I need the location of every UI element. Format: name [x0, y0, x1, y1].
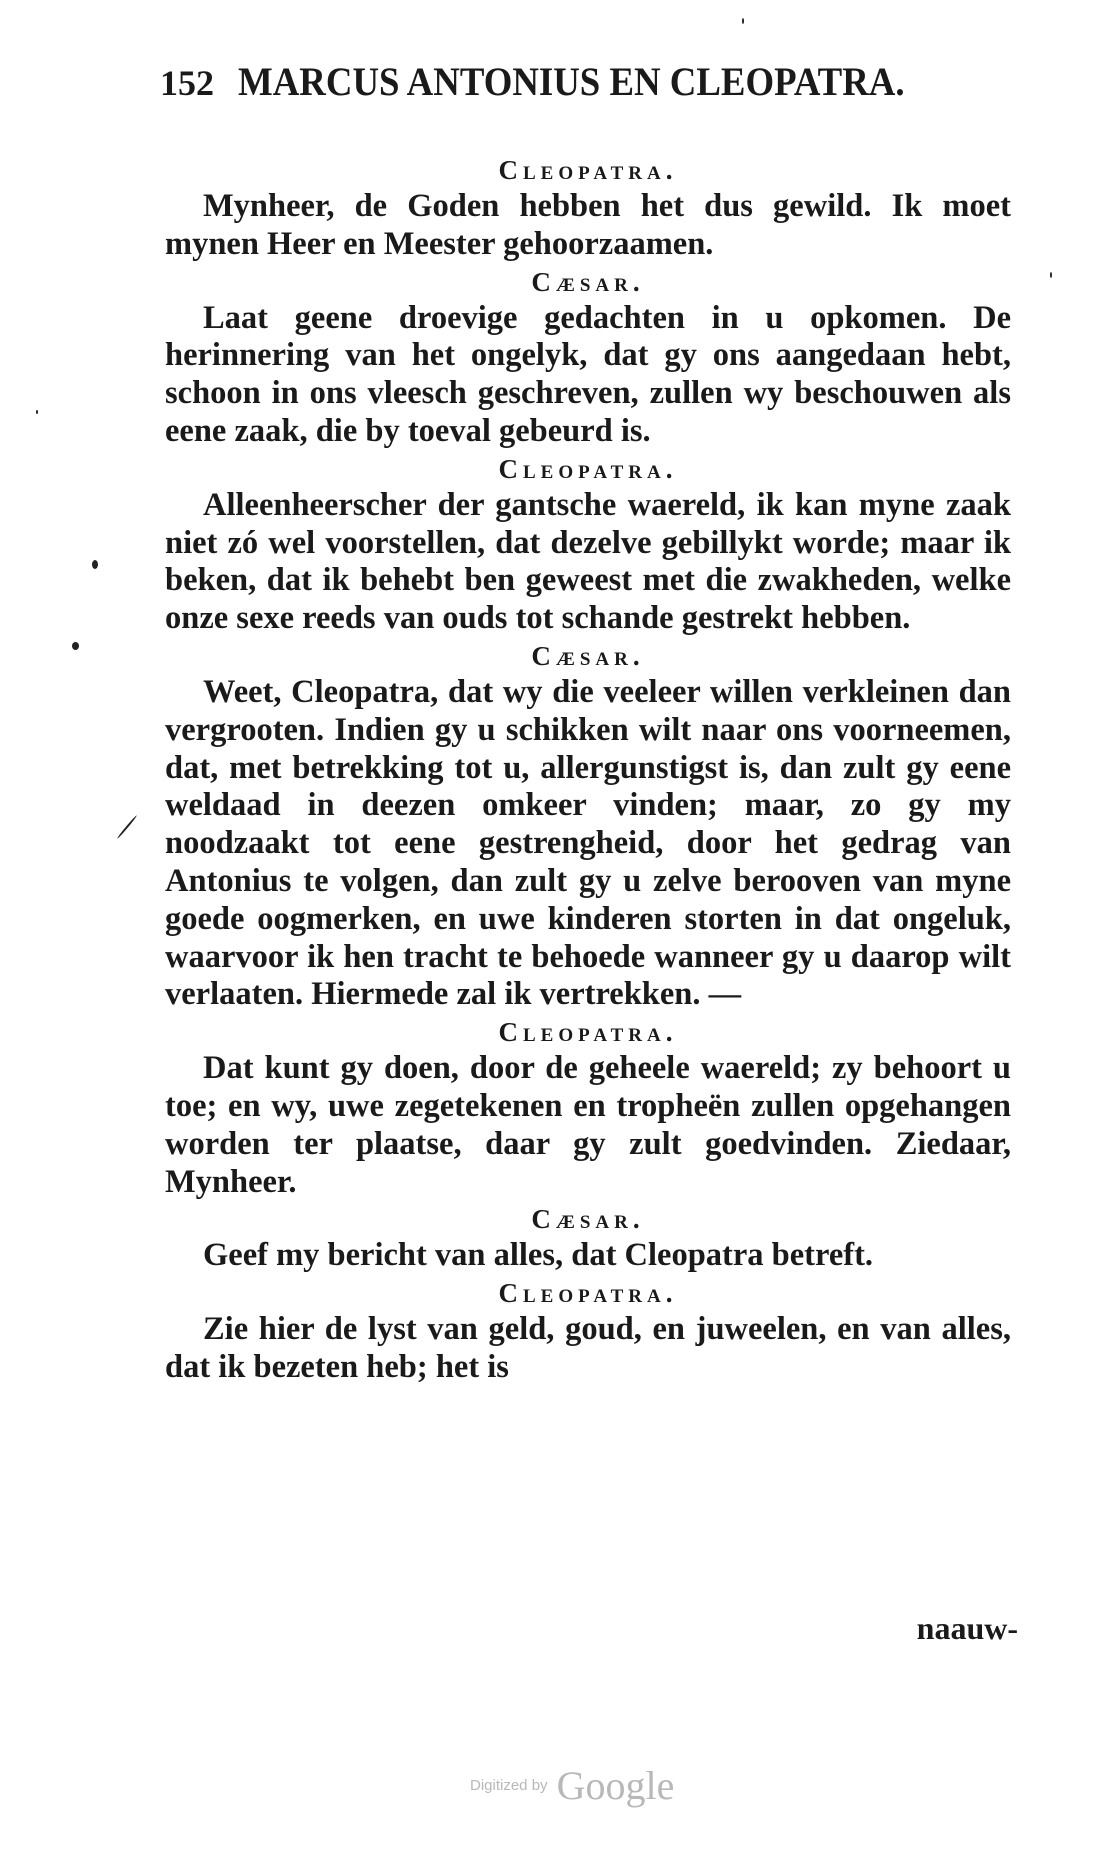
dialogue-entry	[165, 638, 1011, 1014]
dialogue-entry	[165, 1014, 1011, 1201]
scan-speck	[72, 642, 79, 650]
google-logo: Google	[556, 1763, 675, 1808]
scan-speck	[92, 560, 98, 569]
dialogue-entry	[165, 264, 1011, 451]
dialogue-entry	[165, 1201, 1011, 1275]
page-number: 152	[160, 63, 214, 103]
running-title: MARCUS ANTONIUS EN CLEOPATRA.	[238, 59, 905, 104]
speaker-name: Cæsar.	[531, 266, 645, 297]
scan-speck	[36, 410, 38, 414]
running-header	[160, 58, 1000, 110]
speech-text: Dat kunt gy doen, door de geheele waereld; zy behoort u toe; en wy, uwe zegetekenen en tropheën zullen opgehangen worden ter plaatse, daar gy zult goedvinden. Ziedaar, Mynheer.	[165, 1050, 1011, 1200]
dialogue-entry	[165, 152, 1011, 264]
digitization-watermark	[470, 1762, 674, 1809]
speech-text: Mynheer, de Goden hebben het dus gewild. Ik moet mynen Heer en Meester gehoorzaamen.	[165, 188, 1011, 262]
dialogue-text	[165, 152, 1011, 1387]
speaker-name: Cleopatra.	[498, 453, 678, 484]
speech-text: Laat geene droevige gedachten in u opkomen. De herinnering van het ongelyk, dat gy ons aangedaan hebt, schoon in ons vleesch geschreven, zullen wy beschouwen als eene zaak, die by toeval gebeurd is.	[165, 299, 1011, 449]
dialogue-entry	[165, 1275, 1011, 1387]
dialogue-entry	[165, 451, 1011, 638]
speech-text: Weet, Cleopatra, dat wy die veeleer willen verkleinen dan vergrooten. Indien gy u schikken wilt naar ons voorneemen, dat, met betrekking tot u, allergunstigst is, dan zult gy eene weldaad in deezen omkeer vinden; maar, zo gy my noodzaakt tot eene gestrengheid, door het gedrag van Antonius te volgen, dan zult gy u zelve berooven van myne goede oogmerken, en uwe kinderen storten in dat ongeluk, waarvoor ik hen tracht te behoede wanneer gy u daarop wilt verlaaten. Hiermede zal ik vertrekken. —	[165, 673, 1011, 1013]
speech-text: Alleenheerscher der gantsche waereld, ik kan myne zaak niet zó wel voorstellen, dat dezelve gebillykt worde; maar ik beken, dat ik behebt ben geweest met die zwakheden, welke onze sexe reeds van ouds tot schande gestrekt hebben.	[165, 486, 1011, 637]
scan-speck	[1050, 272, 1052, 278]
scan-speck	[117, 815, 138, 839]
catchword: naauw-	[916, 1610, 1018, 1646]
scan-speck	[742, 18, 744, 24]
speaker-name: Cleopatra.	[498, 1017, 678, 1048]
speech-text: Zie hier de lyst van geld, goud, en juweelen, en van alles, dat ik bezeten heb; het is	[165, 1311, 1011, 1385]
watermark-prefix: Digitized by	[470, 1777, 548, 1794]
speech-text: Geef my bericht van alles, dat Cleopatra betreft.	[203, 1237, 874, 1274]
speaker-name: Cæsar.	[531, 1204, 645, 1235]
speaker-name: Cleopatra.	[498, 1278, 678, 1309]
speaker-name: Cæsar.	[531, 640, 645, 671]
speaker-name: Cleopatra.	[498, 155, 678, 185]
